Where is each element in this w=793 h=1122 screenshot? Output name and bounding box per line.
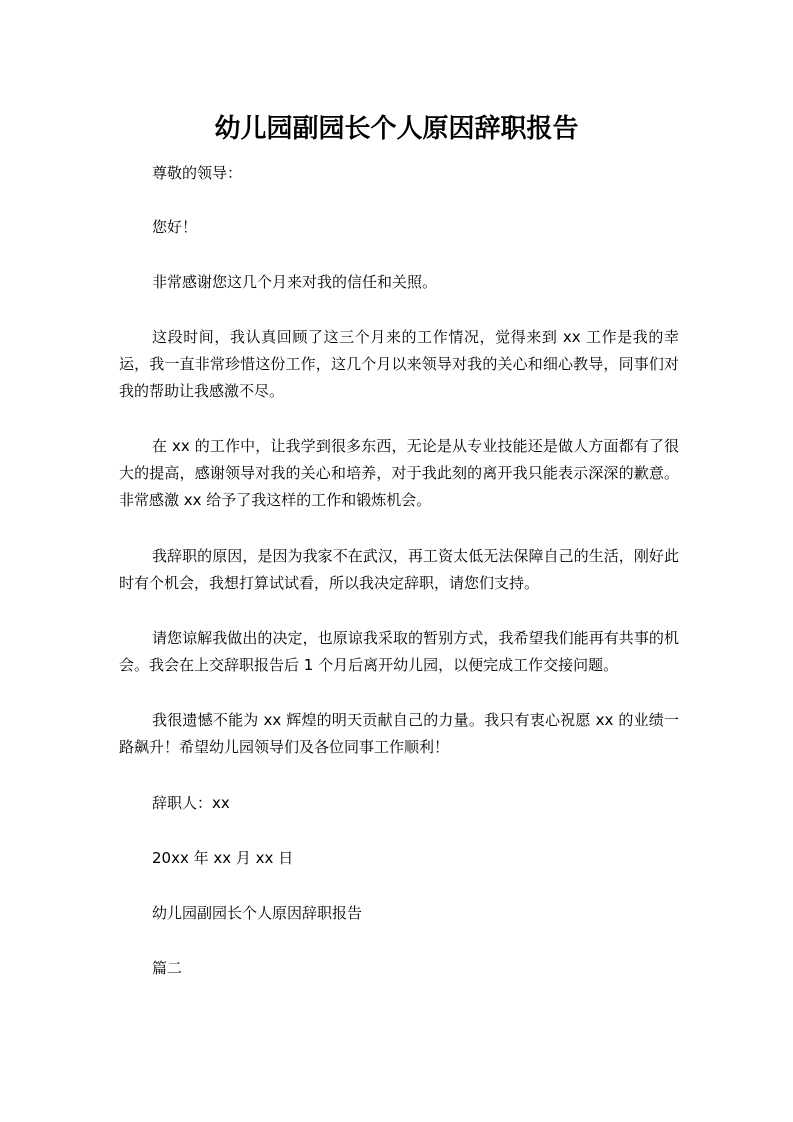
body-paragraph-2: 这段时间，我认真回顾了这三个月来的工作情况，觉得来到 xx 工作是我的幸运，我一直非常珍惜这份工作，这几个月以来领导对我的关心和细心教导，同事们对我的帮助让我感激不尽。 [119, 328, 679, 400]
body-paragraph-5: 请您谅解我做出的决定，也原谅我采取的暂别方式，我希望我们能再有共事的机会。我会在上交辞职报告后 1 个月后离开幼儿园，以便完成工作交接问题。 [119, 629, 679, 674]
date-line: 20xx 年 xx 月 xx 日 [152, 849, 294, 867]
section-label: 篇二 [152, 959, 183, 977]
body-paragraph-4: 我辞职的原因，是因为我家不在武汉，再工资太低无法保障自己的生活，刚好此时有个机会，我想打算试试看，所以我决定辞职，请您们支持。 [119, 547, 679, 592]
footer-title: 幼儿园副园长个人原因辞职报告 [152, 904, 363, 922]
body-paragraph-3: 在 xx 的工作中，让我学到很多东西，无论是从专业技能还是做人方面都有了很大的提高，感谢领导对我的关心和培养，对于我此刻的离开我只能表示深深的歉意。非常感激 xx 给予了我这样的工作和锻炼机会。 [119, 437, 679, 509]
body-paragraph-6: 我很遗憾不能为 xx 辉煌的明天贡献自己的力量。我只有衷心祝愿 xx 的业绩一路飙升！希望幼儿园领导们及各位同事工作顺利！ [119, 711, 679, 756]
salutation: 尊敬的领导： [152, 164, 243, 182]
signer-line: 辞职人：xx [152, 794, 230, 812]
body-paragraph-1: 非常感谢您这几个月来对我的信任和关照。 [152, 273, 438, 291]
greeting: 您好！ [152, 218, 198, 236]
document-title: 幼儿园副园长个人原因辞职报告 [214, 114, 579, 144]
